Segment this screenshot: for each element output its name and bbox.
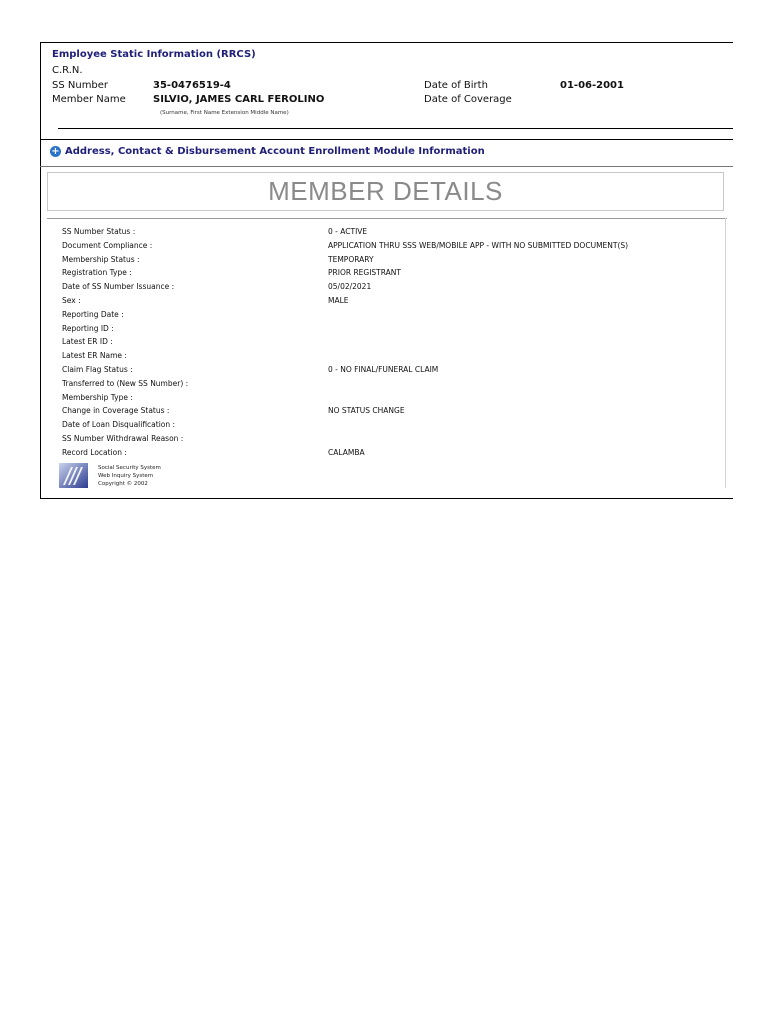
field-value: CALAMBA (328, 447, 365, 457)
member-name-label: Member Name (52, 94, 126, 105)
field-value: APPLICATION THRU SSS WEB/MOBILE APP - WITH NO SUBMITTED DOCUMENT(S) (328, 240, 629, 250)
module-header-link[interactable] (50, 146, 485, 157)
field-label: Latest ER ID : (62, 337, 113, 347)
field-value: PRIOR REGISTRANT (328, 268, 401, 278)
member-name-hint: (Surname, First Name Extension Middle Name) (160, 110, 289, 116)
crn-label: C.R.N. (52, 65, 83, 76)
field-label: Claim Flag Status : (62, 365, 133, 374)
sss-logo-icon (59, 463, 88, 488)
field-value: MALE (328, 296, 349, 305)
coverage-label: Date of Coverage (424, 94, 512, 105)
field-label: Membership Type : (62, 392, 133, 402)
field-label: Latest ER Name : (62, 351, 127, 361)
module-top-rule (40, 139, 733, 140)
right-divider (725, 218, 726, 488)
field-label: Registration Type : (62, 268, 132, 278)
ss-number-value: 35-0476519-4 (153, 80, 231, 91)
field-label: Transferred to (New SS Number) : (62, 378, 189, 388)
ss-number-label: SS Number (52, 80, 109, 91)
static-info-bottom-rule (58, 128, 733, 129)
field-label: Date of SS Number Issuance : (62, 282, 175, 292)
field-label: Document Compliance : (62, 240, 153, 250)
plus-circle-icon: + (51, 146, 60, 157)
top-rule (40, 42, 733, 43)
field-value: 05/02/2021 (328, 282, 372, 292)
field-label: Reporting Date : (62, 309, 124, 319)
field-label: Change in Coverage Status : (62, 406, 170, 416)
details-separator (47, 218, 727, 219)
field-label: Sex : (62, 296, 81, 305)
field-value: TEMPORARY (328, 254, 374, 264)
bottom-rule (40, 498, 733, 499)
footer-line-3: Copyright © 2002 (98, 481, 148, 487)
dob-value: 01-06-2001 (560, 80, 624, 91)
module-header-text: Address, Contact & Disbursement Account Enrollment Module Information (65, 146, 485, 157)
member-details-banner (47, 172, 724, 211)
field-value: 0 - NO FINAL/FUNERAL CLAIM (328, 365, 439, 374)
static-info-title: Employee Static Information (RRCS) (52, 49, 256, 60)
field-value: 0 - ACTIVE (328, 227, 368, 236)
field-label: SS Number Withdrawal Reason : (62, 434, 184, 443)
dob-label: Date of Birth (424, 80, 488, 91)
field-label: Record Location : (62, 447, 127, 457)
footer-line-1: Social Security System (98, 465, 161, 471)
field-label: Membership Status : (62, 254, 140, 264)
member-details-title: MEMBER DETAILS (268, 176, 503, 206)
footer-line-2: Web Inquiry System (98, 473, 154, 479)
module-header-rule (40, 166, 733, 167)
frame-left-border (40, 42, 41, 499)
field-label: Reporting ID : (62, 323, 114, 333)
member-name-value: SILVIO, JAMES CARL FEROLINO (153, 94, 325, 105)
field-label: SS Number Status : (62, 227, 136, 236)
field-label: Date of Loan Disqualification : (62, 420, 176, 430)
field-value: NO STATUS CHANGE (328, 406, 405, 416)
